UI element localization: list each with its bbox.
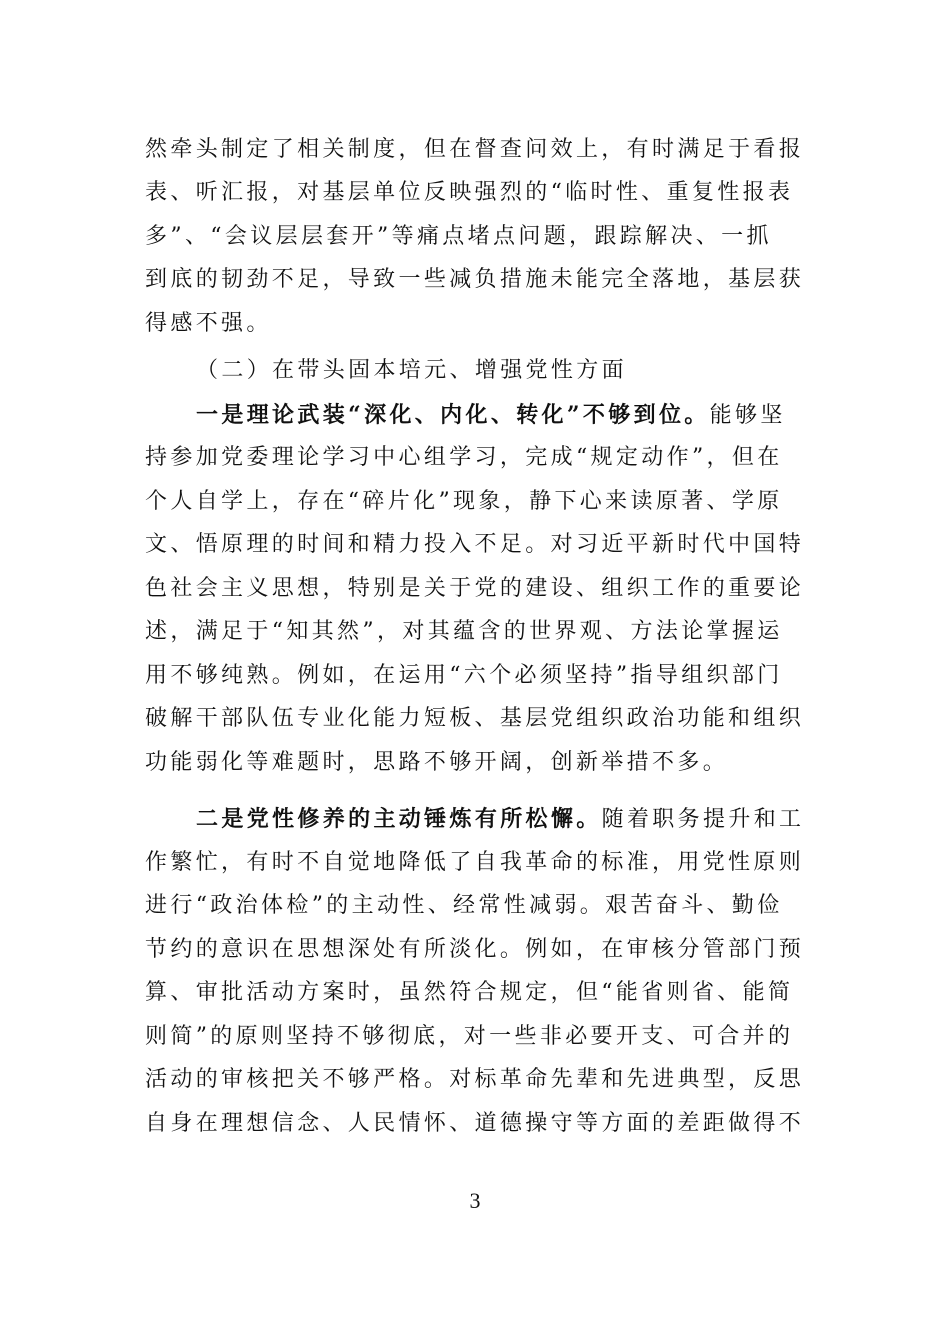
- text-line: 到底的韧劲不足，导致一些减负措施未能完全落地，基层获: [145, 267, 805, 292]
- text-line: 进行“政治体检”的主动性、经常性减弱。艰苦奋斗、勤俭: [145, 893, 783, 918]
- paragraph-bold-lead: 一是理论武装“深化、内化、转化”不够到位。: [196, 402, 710, 428]
- text-line: 节约的意识在思想深处有所淡化。例如，在审核分管部门预: [145, 937, 805, 962]
- paragraph-text: 能够坚: [709, 403, 786, 428]
- paragraph-first-line: [196, 804, 807, 834]
- text-line: 持参加党委理论学习中心组学习，完成“规定动作”，但在: [145, 445, 783, 470]
- text-line: 算、审批活动方案时，虽然符合规定，但“能省则省、能简: [145, 980, 794, 1005]
- text-line: 用不够纯熟。例如，在运用“六个必须坚持”指导组织部门: [145, 663, 783, 688]
- text-line: 则简”的原则坚持不够彻底，对一些非必要开支、可合并的: [145, 1024, 794, 1049]
- text-line: 自身在理想信念、人民情怀、道德操守等方面的差距做得不: [145, 1111, 805, 1136]
- paragraph-text: 随着职务提升和工: [601, 807, 805, 832]
- text-line: 破解干部队伍专业化能力短板、基层党组织政治功能和组织: [145, 706, 805, 731]
- text-line: 活动的审核把关不够严格。对标革命先辈和先进典型，反思: [145, 1067, 805, 1092]
- paragraph-bold-lead: 二是党性修养的主动锤炼有所松懈。: [196, 806, 602, 832]
- text-line: 功能弱化等难题时，思路不够开阔，创新举措不多。: [145, 750, 729, 775]
- text-line: 个人自学上，存在“碎片化”现象，静下心来读原著、学原: [145, 489, 783, 514]
- text-line: 得感不强。: [145, 311, 272, 336]
- page-number: 3: [469, 1188, 481, 1213]
- text-line: 多”、“会议层层套开”等痛点堵点问题，跟踪解决、一抓: [145, 224, 772, 249]
- paragraph-first-line: [196, 400, 807, 430]
- section-heading: （二）在带头固本培元、增强党性方面: [196, 358, 627, 383]
- text-line: 色社会主义思想，特别是关于党的建设、组织工作的重要论: [145, 576, 805, 601]
- text-line: 然牵头制定了相关制度，但在督查问效上，有时满足于看报: [145, 137, 805, 162]
- text-line: 作繁忙，有时不自觉地降低了自我革命的标准，用党性原则: [145, 850, 805, 875]
- text-line: 述，满足于“知其然”，对其蕴含的世界观、方法论掌握运: [145, 619, 783, 644]
- text-line: 表、听汇报，对基层单位反映强烈的“临时性、重复性报表: [145, 180, 794, 205]
- text-line: 文、悟原理的时间和精力投入不足。对习近平新时代中国特: [145, 532, 805, 557]
